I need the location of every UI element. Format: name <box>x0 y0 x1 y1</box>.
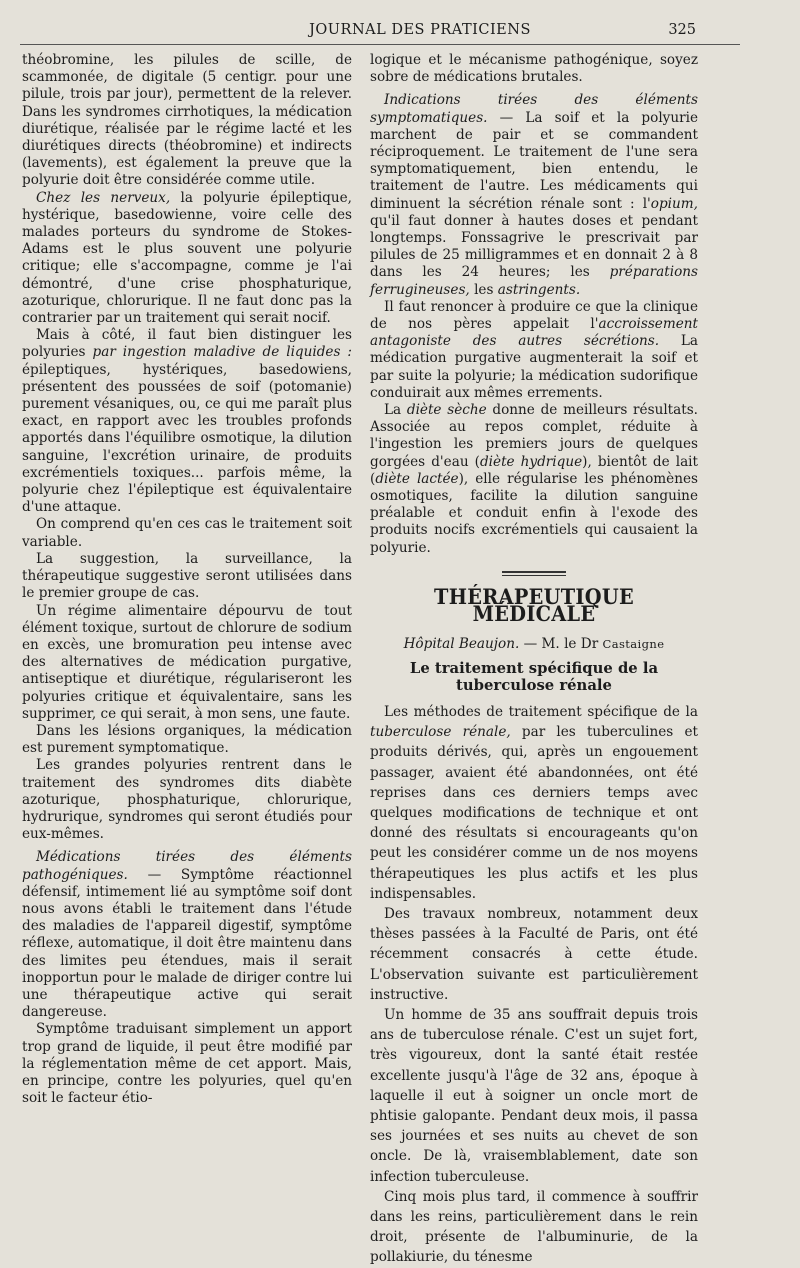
hospital-name: Hôpital Beaujon. <box>403 636 520 653</box>
paragraph: Symptôme traduisant simplement un apport trop grand de liquide, il peut être modifié par la réglementation même de cet apport. Mais, en principe, contre les polyuries, quel qu'en soit le facteur étio- <box>22 1021 352 1107</box>
author-name: Castaigne <box>602 637 665 652</box>
paragraph: Dans les lésions organiques, la médication est purement symptomatique. <box>22 722 352 757</box>
paragraph-text: par les tuberculines et produits dérivés, qui, après un engouement passager, avaient été abandonnées, ont été reprises dans ces derniers temps avec quelques modifications de technique et ont donné des résultats si encourageants qu'on peut les considérer comme un de nos moyens thérapeutiques les plus actifs et les plus indispensables. <box>370 724 698 902</box>
paragraph-text: qu'il faut donner à hautes doses et pendant longtemps. Fonssagrive le prescrivait par pilules de 25 milligrammes et en donnait 2 à 8 dans les 24 heures; les <box>370 212 698 281</box>
italic-phrase: préparations ferrugineuses, <box>370 264 698 298</box>
paragraph <box>370 92 698 298</box>
italic-phrase: opium, <box>650 195 698 212</box>
paragraph-text: Les méthodes de traitement spécifique de la <box>384 703 698 720</box>
paragraph <box>370 702 698 904</box>
author-prefix: — M. le Dr <box>519 636 603 653</box>
paragraph-text: donne de meilleurs résultats. Associée au repos complet, réduite à l'ingestion les premiers jours de quelques gorgées d'eau ( <box>370 402 699 470</box>
section-divider <box>502 571 566 576</box>
journal-title: JOURNAL DES PRATICIENS <box>309 22 531 38</box>
page-number: 325 <box>668 22 696 38</box>
italic-phrase: tuberculose rénale, <box>370 724 511 741</box>
paragraph-text: La <box>384 402 407 419</box>
paragraph-text: — Symptôme réactionnel défensif, intimement lié au symptôme soif dont nous avons établi le traitement dans l'étude des maladies de l'appareil digestif, symptôme réflexe, automatique, il doit être maintenu dans des limites peu étendues, mais il serait inopportun pour le malade de diriger contre lui une thérapeutique active qui serait dangereuse. <box>22 866 352 1021</box>
paragraph-text: ), bientôt de lait ( <box>370 453 698 487</box>
paragraph-text: — La soif et la polyurie marchent de pair et se commandent réciproquement. Le traitement de l'une sera symptomatiquement, bien entendu, le traitement de l'autre. Les médicaments qui diminuent la sécrétion rénale sont : l' <box>370 109 698 212</box>
paragraph <box>22 849 352 1021</box>
paragraph-text: Il faut renoncer à produire ce que la clinique de nos pères appelait l' <box>370 298 698 333</box>
paragraph <box>370 299 698 402</box>
right-column <box>370 52 698 1268</box>
left-column <box>22 52 352 1107</box>
paragraph: théobromine, les pilules de scille, de scammonée, de digitale (5 centigr. pour une pilule, trois par jour), permettent de la relever. Dans les syndromes cirrhotiques, la médication diurétique, réalisée par le régime lacté et les diurétiques directs (théobromine) et indirects (lavements), est également la preuve que la polyurie doit être considérée comme utile. <box>22 52 352 189</box>
paragraph-text: la polyurie épileptique, hystérique, basedowienne, voire celle des malades porteurs du syndrome de Stokes-Adams est le plus souvent une polyurie critique; elle s'accompagne, comme je l'ai démontré, d'une crise phosphaturique, azoturique, chlorurique. Il ne faut donc pas la contrarier par un traitement qui serait nocif. <box>22 189 353 327</box>
paragraph: Des travaux nombreux, notamment deux thèses passées à la Faculté de Paris, ont été récemment consacrés à cette étude. L'observation suivante est particulièrement instructive. <box>370 905 698 1003</box>
paragraph-text: épileptiques, hystériques, basedowiens, présentent des poussées de soif (potomanie) purement vésaniques, ou, ce qui me paraît plus exact, en rapport avec les troubles profonds apportés dans l'équilibre osmotique, la dilution sanguine, l'excrétion urinaire, de produits excrémentiels toxiques... parfois même, la polyurie chez l'épileptique est équivalentaire d'une attaque. <box>22 361 352 516</box>
paragraph-text: les <box>469 281 498 298</box>
page-header <box>20 18 780 46</box>
paragraph: logique et le mécanisme pathogénique, soyez sobre de médications brutales. <box>370 52 698 86</box>
italic-phrase: par ingestion maladive de liquides : <box>92 344 352 361</box>
paragraph: Un homme de 35 ans souffrait depuis trois ans de tuberculose rénale. C'est un sujet fort, très vigoureux, dont la santé était restée excellente jusqu'à l'âge de 32 ans, époque à laquelle il eut à soigner un oncle mort de phtisie galopante. Pendant deux mois, il passa ses journées et ses nuits au chevet de son oncle. De là, vraisemblablement, date son infection tuberculeuse. <box>370 1006 698 1185</box>
italic-phrase: accroissement antagoniste des autres sécrétions. <box>370 316 698 350</box>
italic-phrase: diète lactée <box>375 470 459 487</box>
paragraph: On comprend qu'en ces cas le traitement soit variable. <box>22 516 352 550</box>
paragraph <box>22 327 352 516</box>
section-title: THÉRAPEUTIQUE MÉDICALE <box>434 583 634 627</box>
italic-phrase: astringents. <box>497 281 581 298</box>
paragraph <box>22 190 352 328</box>
paragraph-text: ), elle régularise les phénomènes osmotiques, facilite la dilution sanguine préalable et conduit enfin à l'exode des produits nocifs excrémentiels qui causaient la polyurie. <box>370 470 698 556</box>
paragraph: Un régime alimentaire dépourvu de tout élément toxique, surtout de chlorure de sodium en excès, une bromuration peu intense avec des alternatives de médication purgative, antiseptique et diurétique, régulariseront les polyuries critique et équivalentaire, sans les supprimer, ce qui serait, à mon sens, une faute. <box>22 602 352 722</box>
italic-phrase: diète sèche <box>406 402 487 419</box>
paragraph: La suggestion, la surveillance, la thérapeutique suggestive seront utilisées dans le premier groupe de cas. <box>22 550 352 602</box>
header-rule <box>20 44 740 45</box>
paragraph: Les grandes polyuries rentrent dans le traitement des syndromes dits diabète azoturique, phosphaturique, chlorurique, hydrurique, syndromes qui seront étudiés pour eux-mêmes. <box>22 757 352 843</box>
byline <box>370 636 698 653</box>
paragraph: Cinq mois plus tard, il commence à souffrir dans les reins, particulièrement dans le rein droit, présente de l'albuminurie, de la pollakiurie, du ténesme <box>370 1188 698 1266</box>
italic-phrase: Médications tirées des éléments pathogéniques. <box>22 849 352 883</box>
article-title: Le traitement spécifique de la tuberculose rénale <box>409 659 659 694</box>
italic-phrase: Indications tirées des éléments symptomatiques. <box>370 92 698 126</box>
paragraph-text: La médication purgative augmenterait la soif et par suite la polyurie; la médication sudorifique conduirait aux mêmes errements. <box>370 333 699 401</box>
italic-phrase: diète hydrique <box>479 453 583 470</box>
paragraph <box>370 402 698 557</box>
italic-phrase: Chez les nerveux, <box>36 189 171 206</box>
paragraph-text: Mais à côté, il faut bien distinguer les polyuries <box>22 327 352 361</box>
